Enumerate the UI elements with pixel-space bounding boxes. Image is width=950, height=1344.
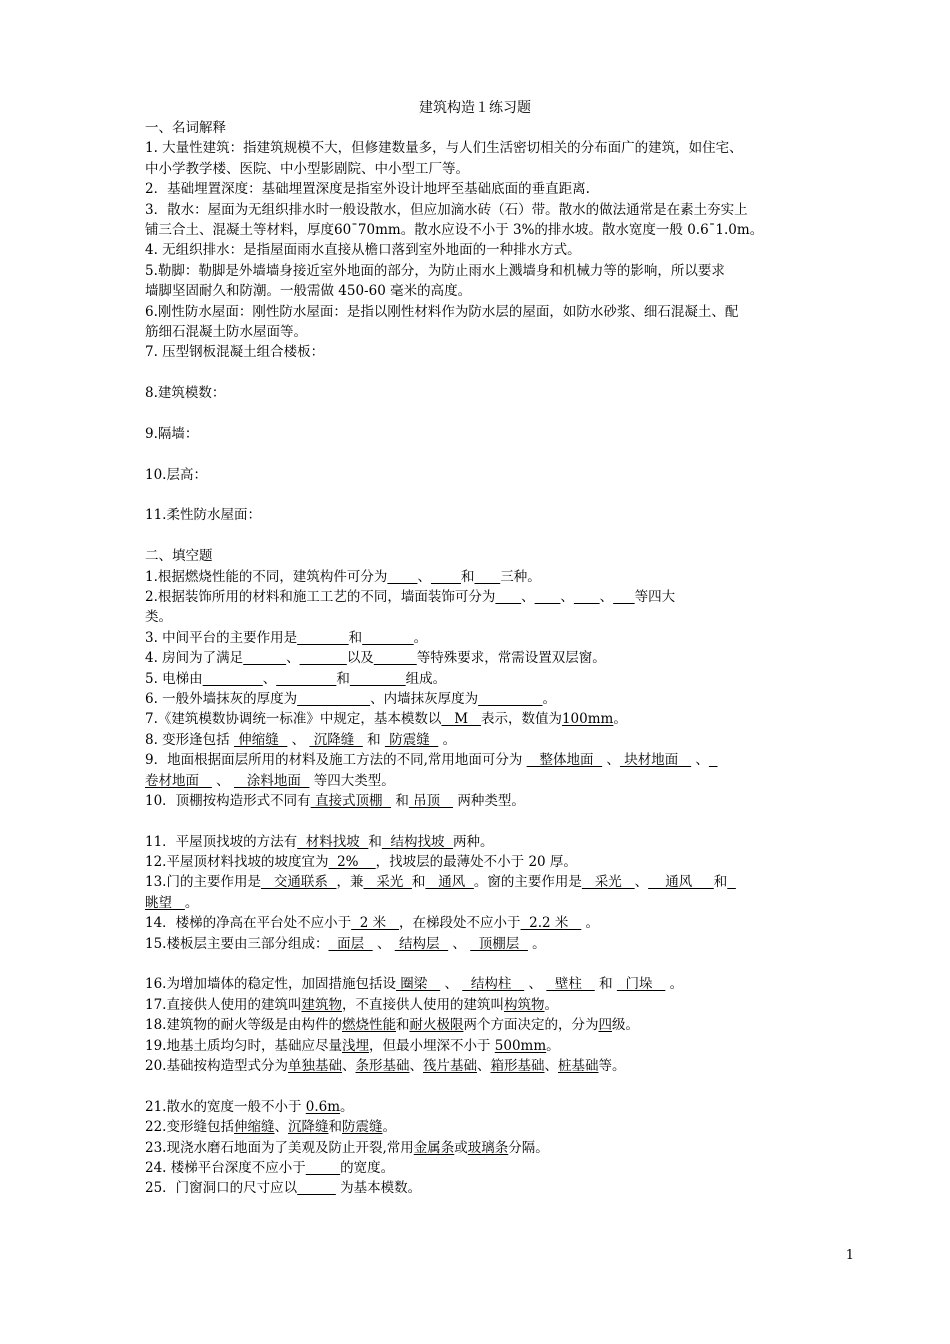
text-line — [145, 669, 865, 689]
underlined-answer: 2% — [328, 854, 376, 871]
line-text: 11．平屋顶找坡的方法有 — [145, 833, 298, 850]
line-text: 级。 — [611, 1017, 639, 1034]
line-text: 23.现浇水磨石地面为了美观及防止开裂,常用 — [145, 1139, 414, 1156]
text-line — [145, 689, 865, 709]
text-line — [145, 1138, 865, 1158]
underlined-answer: 结构找坡 — [381, 833, 454, 850]
line-text: 、 — [440, 976, 463, 993]
underlined-answer — [495, 589, 521, 605]
text-line — [145, 281, 865, 301]
line-text: 。 — [546, 1037, 560, 1054]
line-text: 等四大 — [634, 588, 676, 605]
underlined-answer — [535, 589, 561, 605]
line-text: 。窗的主要作用是 — [473, 874, 582, 891]
underlined-answer — [306, 1160, 340, 1176]
line-text: 20.基础按构造型式分为 — [145, 1057, 288, 1074]
line-text: 两种。 — [453, 833, 494, 850]
underlined-answer: 采光 — [363, 874, 412, 891]
line-text: 一、名词解释 — [145, 120, 226, 136]
underlined-answer: 块材地面 — [619, 752, 692, 769]
line-text: 。 — [581, 915, 600, 932]
underlined-answer — [203, 671, 263, 687]
underlined-answer: 结构层 — [394, 935, 449, 952]
line-text: 、 — [211, 772, 234, 789]
line-text: 类。 — [145, 609, 172, 626]
underlined-answer: 圈梁 — [395, 976, 441, 993]
underlined-answer — [297, 691, 370, 707]
underlined-answer: 沉降缝 — [309, 731, 363, 748]
line-text: 、 — [262, 670, 277, 687]
underlined-answer — [727, 874, 736, 890]
underlined-answer: 直接式顶棚 — [310, 792, 392, 809]
line-text: 9.隔墙： — [145, 425, 199, 442]
underlined-answer: 顶棚层 — [470, 935, 528, 952]
underlined-answer — [350, 671, 406, 687]
text-line — [145, 872, 865, 892]
underlined-answer: 防震缝 — [384, 731, 439, 748]
line-text: 分隔。 — [508, 1139, 549, 1156]
underlined-answer — [362, 630, 414, 646]
underlined-answer — [574, 589, 600, 605]
line-text: 4. 房间为了满足 — [145, 650, 244, 667]
text-line — [145, 1178, 865, 1198]
underlined-answer: 四 — [598, 1017, 612, 1034]
line-text: 等。 — [598, 1057, 626, 1074]
text-line — [145, 974, 865, 994]
underlined-answer: 门垛 — [616, 976, 666, 993]
line-text: 和 — [460, 568, 475, 585]
line-text: 和 — [395, 1017, 410, 1034]
blank-line — [145, 526, 865, 546]
underlined-answer: 箱形基础 — [490, 1057, 545, 1074]
line-text: 或 — [454, 1139, 468, 1156]
underlined-answer: 条形基础 — [355, 1057, 410, 1074]
text-line — [145, 302, 865, 322]
line-text: 、 — [634, 874, 649, 891]
underlined-answer: 壁柱 — [546, 976, 595, 993]
underlined-answer — [431, 569, 461, 585]
underlined-answer: 伸缩缝 — [233, 731, 288, 748]
underlined-answer — [243, 650, 286, 666]
line-text: 8.建筑模数： — [145, 385, 226, 402]
text-line — [145, 240, 865, 260]
underlined-answer: 玻璃条 — [467, 1139, 509, 1156]
underlined-answer — [297, 630, 349, 646]
text-line — [145, 118, 865, 138]
text-line — [145, 383, 865, 403]
text-line — [145, 138, 865, 158]
line-text: 9．地面根据面层所用的材料及施工方法的不同,常用地面可分为 — [145, 752, 527, 769]
blank-line — [145, 954, 865, 974]
text-line — [145, 587, 865, 607]
underlined-answer: 浅埋 — [341, 1037, 369, 1054]
line-text: 21.散水的宽度一般不小于 — [145, 1098, 306, 1115]
blank-line — [145, 444, 865, 464]
line-text: 。 — [382, 1119, 396, 1136]
line-text: 19.地基土质均匀时，基础应尽量 — [145, 1037, 342, 1054]
underlined-answer: 通风 — [648, 874, 714, 891]
underlined-answer: 材料找坡 — [297, 833, 369, 850]
line-text: 5.勒脚：勒脚是外墙墙身接近室外地面的部分，为防止雨水上溅墙身和机械力等的影响，所以要求 — [145, 262, 725, 279]
underlined-answer: 卷材地面 — [145, 772, 212, 789]
line-text: 10.层高： — [145, 466, 207, 483]
underlined-answer: 吊顶 — [408, 792, 454, 809]
underlined-answer — [300, 650, 347, 666]
line-text: 、 — [599, 588, 614, 605]
line-text: 6. 一般外墙抹灰的厚度为 — [145, 690, 298, 707]
underlined-answer — [474, 569, 500, 585]
line-text: 、 — [521, 588, 535, 605]
text-line — [145, 342, 865, 362]
text-line — [145, 791, 865, 811]
document-title: 建筑构造１练习题 — [419, 100, 531, 116]
line-text: 二、填空题 — [145, 548, 213, 565]
line-text: 22.变形缝包括 — [145, 1119, 234, 1136]
underlined-answer: 单独基础 — [287, 1057, 342, 1074]
text-line — [145, 832, 865, 852]
line-text: 2.根据装饰所用的材料和施工工艺的不同，墙面装饰可分为 — [145, 588, 496, 605]
text-line — [145, 893, 865, 913]
underlined-answer: 涂料地面 — [233, 772, 310, 789]
line-text: 、 — [560, 588, 574, 605]
blank-line — [145, 1076, 865, 1096]
line-text: 13.门的主要作用是 — [145, 874, 261, 891]
line-text: 。 — [542, 690, 556, 707]
text-line — [145, 934, 865, 954]
line-text: 铺三合土、混凝土等材料，厚度60¯70mm。散水应设不小于 3%的排水坡。散水宽度一般 0.6¯1.0m。 — [145, 221, 764, 238]
line-text: 墙脚坚固耐久和防潮。一般需做 450-60 毫米的高度。 — [145, 283, 472, 300]
line-text: 、 — [341, 1057, 356, 1074]
text-line — [145, 220, 865, 240]
line-text: 3. 中间平台的主要作用是 — [145, 629, 298, 646]
line-text: 和 — [348, 629, 363, 646]
text-line — [145, 179, 865, 199]
line-text: 18.建筑物的耐火等级是由构件的 — [145, 1017, 342, 1034]
line-text: ，不直接供人使用的建筑叫 — [341, 996, 504, 1013]
line-text: 15.楼板层主要由三部分组成： — [145, 935, 329, 952]
line-text: 、 — [409, 1057, 423, 1074]
underlined-answer: 金属条 — [413, 1139, 455, 1156]
line-text: 的宽度。 — [340, 1159, 395, 1176]
text-line — [145, 1015, 865, 1035]
line-text: 和 — [362, 731, 385, 748]
line-text: 两个方面决定的，分为 — [463, 1017, 599, 1034]
line-text: 4. 无组织排水：是指屋面雨水直接从檐口落到室外地面的一种排水方式。 — [145, 242, 581, 259]
line-text: ，在梯段处不应小于 — [399, 915, 521, 932]
line-text: 、内墙抹灰厚度为 — [370, 690, 479, 707]
line-text: 16.为增加墙体的稳定性，加固措施包括设 — [145, 976, 396, 993]
underlined-answer: 0.6m — [305, 1098, 341, 1115]
underlined-answer: 筏片基础 — [422, 1057, 477, 1074]
blank-line — [145, 363, 865, 383]
line-text: 。 — [613, 711, 627, 728]
underlined-answer: 2.2 米 — [520, 915, 582, 932]
line-text: 中小学教学楼、医院、中小型影剧院、中小型工厂等。 — [145, 160, 469, 177]
blank-line — [145, 811, 865, 831]
underlined-answer — [709, 752, 718, 768]
line-text: 1. 大量性建筑：指建筑规模不大，但修建数量多，与人们生活密切相关的分布面广的建筑，如住宅、 — [145, 140, 743, 157]
text-line — [145, 771, 865, 791]
line-text: 、 — [372, 935, 395, 952]
text-line — [145, 1117, 865, 1137]
text-line — [145, 607, 865, 627]
blank-line — [145, 403, 865, 423]
text-line — [145, 648, 865, 668]
line-text: 。 — [413, 629, 428, 646]
line-text: 两种类型。 — [453, 792, 525, 809]
underlined-answer: 构筑物 — [503, 996, 545, 1013]
line-text: 3．散水：屋面为无组织排水时一般设散水，但应加滴水砖（石）带。散水的做法通常是在素土夯实上 — [145, 201, 748, 218]
line-text: 7.《建筑模数协调统一标准》中规定，基本模数以 — [145, 711, 442, 728]
line-text: 筋细石混凝土防水屋面等。 — [145, 323, 307, 340]
underlined-answer: 2 米 — [351, 915, 400, 932]
text-line — [145, 995, 865, 1015]
line-text: 、 — [287, 731, 310, 748]
line-text: 、 — [448, 935, 471, 952]
line-text: ，但最小埋深不小于 — [368, 1037, 495, 1054]
line-text: 、 — [286, 650, 300, 667]
line-text: 等四大类型。 — [309, 772, 395, 789]
line-text: 、 — [417, 568, 431, 585]
line-text: 为基本模数。 — [335, 1180, 422, 1197]
text-line — [145, 709, 865, 729]
underlined-answer: 通风 — [425, 874, 474, 891]
text-line — [145, 1097, 865, 1117]
text-line — [145, 465, 865, 485]
underlined-answer: 500mm — [494, 1037, 547, 1054]
line-text: 和 — [594, 976, 617, 993]
line-text: 10．顶棚按构造形式不同有 — [145, 792, 311, 809]
line-text: 8. 变形逢包括 — [145, 731, 234, 748]
underlined-answer: M — [441, 711, 481, 728]
text-line — [145, 852, 865, 872]
line-text: 12.平屋顶材料找坡的坡度宜为 — [145, 854, 329, 871]
underlined-answer — [276, 671, 336, 687]
line-text: 。 — [340, 1098, 354, 1115]
line-text: ，兼 — [336, 874, 364, 891]
line-text: 、 — [274, 1119, 288, 1136]
line-text: 24. 楼梯平台深度不应小于 — [145, 1159, 306, 1176]
line-text: 。 — [665, 976, 684, 993]
underlined-answer: 防震缝 — [341, 1119, 383, 1136]
line-text: 7. 压型钢板混凝土组合楼板： — [145, 344, 325, 361]
line-text: 、 — [524, 976, 547, 993]
line-text: 和 — [713, 874, 728, 891]
line-text: 14．楼梯的净高在平台处不应小于 — [145, 915, 352, 932]
line-text: 2．基础埋置深度：基础埋置深度是指室外设计地坪至基础底面的垂直距离. — [145, 181, 590, 198]
line-text: 以及 — [346, 650, 374, 667]
line-text: 和 — [336, 670, 350, 687]
text-line — [145, 628, 865, 648]
text-line — [145, 1056, 865, 1076]
line-text: 25．门窗洞口的尺寸应以 — [145, 1180, 298, 1197]
underlined-answer: 燃烧性能 — [341, 1017, 396, 1034]
line-text: 。 — [544, 996, 558, 1013]
line-text: 表示，数值为 — [480, 711, 562, 728]
line-text: 、 — [476, 1057, 491, 1074]
underlined-answer: 交通联系 — [260, 874, 337, 891]
line-text: 。 — [438, 731, 457, 748]
underlined-answer: 桩基础 — [557, 1057, 599, 1074]
text-line — [145, 261, 865, 281]
text-line — [145, 159, 865, 179]
text-line — [145, 913, 865, 933]
line-text: 三种。 — [500, 568, 541, 585]
text-line — [145, 200, 865, 220]
text-line — [145, 424, 865, 444]
page-number: 1 — [845, 1248, 854, 1263]
underlined-answer — [374, 650, 417, 666]
text-line — [145, 730, 865, 750]
line-text: 和 — [328, 1119, 342, 1136]
underlined-answer: 整体地面 — [526, 752, 603, 769]
blank-line — [145, 485, 865, 505]
line-text: 和 — [411, 874, 426, 891]
line-text: 5. 电梯由 — [145, 670, 203, 687]
document-body — [145, 118, 865, 1199]
line-text: 1.根据燃烧性能的不同，建筑构件可分为 — [145, 568, 388, 585]
line-text: 、 — [602, 752, 620, 769]
text-line — [145, 322, 865, 342]
line-text: 组成。 — [405, 670, 447, 687]
text-line — [145, 546, 865, 566]
underlined-answer: 沉降缝 — [287, 1119, 329, 1136]
text-line — [145, 567, 865, 587]
underlined-answer: 结构柱 — [462, 976, 525, 993]
underlined-answer: 采光 — [581, 874, 635, 891]
underlined-answer: 伸缩缝 — [233, 1119, 275, 1136]
line-text: 。 — [184, 894, 199, 911]
underlined-answer — [387, 569, 417, 585]
line-text: 和 — [368, 833, 382, 850]
underlined-answer: 建筑物 — [301, 996, 342, 1013]
line-text: 17.直接供人使用的建筑叫 — [145, 996, 302, 1013]
underlined-answer — [613, 589, 634, 605]
line-text: 。 — [527, 935, 546, 952]
line-text: 和 — [391, 792, 409, 809]
line-text: 、 — [544, 1057, 558, 1074]
underlined-answer: 面层 — [328, 935, 373, 952]
text-line — [145, 750, 865, 770]
text-line — [145, 505, 865, 525]
underlined-answer: 100mm — [561, 711, 614, 728]
underlined-answer — [478, 691, 542, 707]
line-text: 、 — [691, 752, 709, 769]
line-text: ，找坡层的最薄处不小于 20 厚。 — [375, 854, 577, 871]
underlined-answer: 耐火极限 — [409, 1017, 464, 1034]
line-text: 等特殊要求，常需设置双层窗。 — [416, 650, 606, 667]
line-text: 11.柔性防水屋面： — [145, 507, 261, 524]
underlined-answer: 眺望 — [145, 894, 185, 911]
underlined-answer — [297, 1180, 336, 1196]
text-line — [145, 1158, 865, 1178]
text-line — [145, 1036, 865, 1056]
line-text: 6.刚性防水屋面：刚性防水屋面：是指以刚性材料作为防水层的屋面，如防水砂浆、细石混凝土、配 — [145, 303, 739, 320]
